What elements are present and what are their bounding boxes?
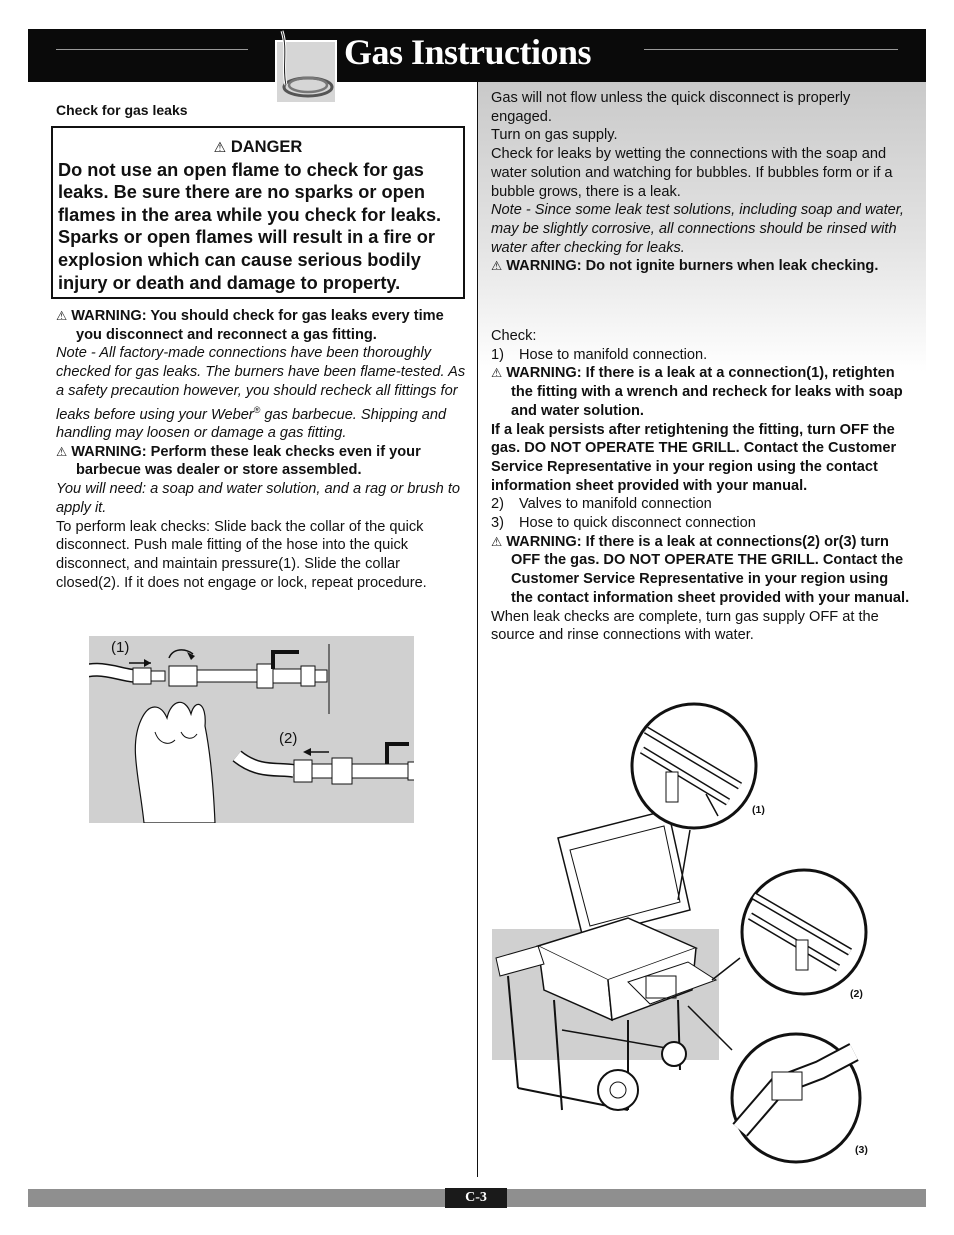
warning-ignite: ⚠ WARNING: Do not ignite burners when leak checking. [491,258,879,275]
page-header [28,29,926,82]
you-will-need: You will need: a soap and water solution, and a rag or brush to apply it. [56,481,461,516]
leak-persists: If a leak persists after retightening the fitting, turn OFF the gas. DO NOT OPERATE THE GRILL. Contact the Customer Service Representative in your region using the contact information sheet provided with your manual. [491,421,897,494]
figure-label-2: (2) [279,730,298,747]
check-item-2: 2) Valves to manifold connection [491,496,712,513]
callout-label-1: (1) [752,804,765,816]
page-number: C-3 [445,1188,507,1208]
danger-heading: DANGER [230,138,303,156]
grill-illustration [478,690,926,1170]
page-footer [28,1189,926,1207]
warning-reconnect: ⚠ WARNING: You should check for gas leaks every time you disconnect and reconnect a gas fitting. [56,308,444,343]
warning-dealer-assembled: ⚠ WARNING: Perform these leak checks even if your barbecue was dealer or store assembled. [56,443,421,479]
header-rule-right [644,49,898,50]
check-item-1: 1) Hose to manifold connection. [491,346,708,363]
header-rule-left [56,49,248,50]
warning-triangle-icon: ⚠ [491,366,503,381]
danger-box [51,126,465,299]
callout-label-3: (3) [855,1144,868,1156]
right-column-text-top [491,89,911,276]
figure-label-1: (1) [111,639,130,656]
page-title: Gas Instructions [344,32,592,72]
callout-label-2: (2) [850,988,863,1000]
check-for-bubbles: Check for leaks by wetting the connections with the soap and water solution and watching for bubbles. If bubbles form or if a bubble grows, there is a leak. [491,146,893,200]
turn-on-gas: Turn on gas supply. [491,127,618,144]
warning-triangle-icon: ⚠ [56,444,68,459]
check-item-3: 3) Hose to quick disconnect connection [491,515,756,532]
warning-triangle-icon: ⚠ [491,534,503,549]
danger-heading-line [58,136,458,159]
gas-hose-icon [274,27,338,107]
perform-leak-checks: To perform leak checks: Slide back the collar of the quick disconnect. Push male fitting of the hose into the quick disconnect, and maintain pressure(1). Slide the collar closed(2). If it does not engage or lock, repeat procedure. [56,518,427,591]
quick-disconnect-figure [89,636,414,823]
warning-triangle-icon: ⚠ [491,259,503,274]
note-factory-connections: Note - All factory-made connections have been thoroughly checked for gas leaks. The burners have been flame-tested. As a safety precaution however, you should recheck all fittings for leaks before using your Weber® gas barbecue. Shipping and handling may loosen or damage a gas fitting. [56,345,466,442]
quick-disconnect-note: Gas will not flow unless the quick disconnect is properly engaged. [491,90,851,125]
warning-triangle-icon: ⚠ [56,309,68,323]
left-column-text [56,307,466,592]
corrosion-note: Note - Since some leak test solutions, including soap and water, may be slightly corrosive, all connections should be rinsed with water after checking for leaks. [491,202,904,256]
warning-retighten: ⚠ WARNING: If there is a leak at a connection(1), retighten the fitting with a wrench and recheck for leaks with soap and water solution. [491,365,903,419]
leak-checks-complete: When leak checks are complete, turn gas supply OFF at the source and rinse connections with water. [491,608,879,644]
quick-disconnect-illustration [89,636,414,823]
danger-text: Do not use an open flame to check for gas leaks. Be sure there are no sparks or open flames in the area while you check for leaks. Sparks or open flames will result in a fire or explosion which can cause serious bodily injury or death and damage to property. [58,159,442,293]
section-title: Check for gas leaks [56,102,188,118]
warning-connections-2-3: ⚠ WARNING: If there is a leak at connections(2) or(3) turn OFF the gas. DO NOT OPERATE THE GRILL. Contact the Customer Service Representative in your region using the contact information sheet provided with your manual. [491,533,910,606]
warning-triangle-icon: ⚠ [213,139,227,155]
right-column-text-check [491,327,911,645]
check-heading: Check: [491,328,537,344]
